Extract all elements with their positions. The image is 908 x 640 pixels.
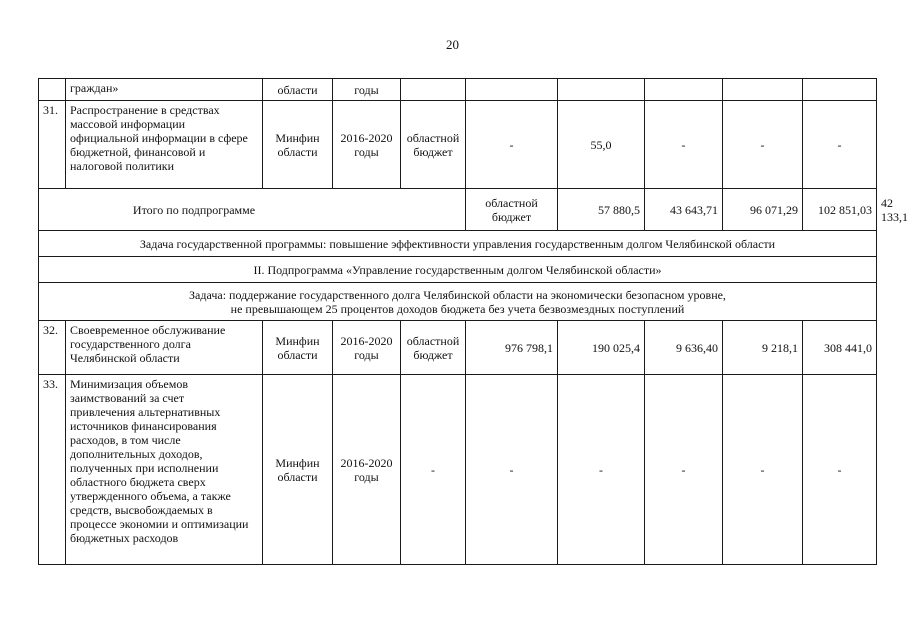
table-row — [39, 101, 877, 189]
program-table — [38, 78, 908, 565]
value-cell: - — [558, 375, 645, 565]
task-heading-row — [39, 283, 877, 321]
value-cell: - — [803, 375, 877, 565]
value-cell: - — [803, 101, 877, 189]
row-number-cell — [39, 79, 66, 101]
state-program-task: Задача государственной программы: повышение эффективности управления государственным долгом Челябинской области — [39, 231, 877, 257]
table-row — [39, 375, 877, 565]
executor-cell: области — [263, 79, 333, 101]
activity-cell: граждан» — [66, 79, 263, 101]
value-cell: 976 798,1 — [466, 321, 558, 375]
total-label: Итого по подпрограмме — [39, 189, 466, 231]
continuation-row — [39, 79, 877, 101]
subprogram-heading-row — [39, 257, 877, 283]
period-cell: годы — [333, 79, 401, 101]
value-cell — [558, 79, 645, 101]
task-heading-row — [39, 231, 877, 257]
subprogram-total-row: Итого по подпрограмме областной бюджет 57 880,5 43 643,71 96 071,29 102 851,03 42 133,1 — [39, 189, 877, 231]
value-cell: 55,0 — [558, 101, 645, 189]
period-cell: 2016-2020 годы — [333, 375, 401, 565]
value-cell — [803, 79, 877, 101]
page-number: 20 — [446, 37, 459, 52]
executor-cell: Минфин области — [263, 321, 333, 375]
value-cell: - — [645, 101, 723, 189]
row-number-cell: 33. — [39, 375, 66, 565]
row-number-cell: 31. — [39, 101, 66, 189]
source-cell: областной бюджет — [466, 189, 558, 231]
executor-cell: Минфин области — [263, 101, 333, 189]
value-cell: 9 636,40 — [645, 321, 723, 375]
activity-cell: Минимизация объемов заимствований за счет привлечения альтернативных источников финансирования расходов, в том числе дополнительных доходов, полученных при исполнении областного бюджета сверх утвержденного объема, а также средств, высвобождаемых в процессе экономии и оптимизации бюджетных расходов — [66, 375, 263, 565]
value-cell: 9 218,1 — [723, 321, 803, 375]
value-cell: - — [723, 101, 803, 189]
value-cell: 96 071,29 — [723, 189, 803, 231]
source-cell: областной бюджет — [401, 321, 466, 375]
table-row — [39, 321, 877, 375]
value-cell: - — [466, 101, 558, 189]
value-cell: - — [723, 375, 803, 565]
value-cell — [466, 79, 558, 101]
value-cell: 102 851,03 — [803, 189, 877, 231]
value-cell — [645, 79, 723, 101]
activity-cell: Распространение в средствах массовой информации официальной информации в сфере бюджетной, финансовой и налоговой политики — [66, 101, 263, 189]
period-cell: 2016-2020 годы — [333, 101, 401, 189]
source-cell: областной бюджет — [401, 101, 466, 189]
row-number-cell: 32. — [39, 321, 66, 375]
value-cell: 43 643,71 — [645, 189, 723, 231]
value-cell: 57 880,5 — [558, 189, 645, 231]
source-cell: - — [401, 375, 466, 565]
period-cell: 2016-2020 годы — [333, 321, 401, 375]
value-cell: - — [466, 375, 558, 565]
subprogram-task: Задача: поддержание государственного долга Челябинской области на экономически безопасном уровне, не превышающем 25 процентов доходов бюджета без учета безвозмездных поступлений — [39, 283, 877, 321]
activity-cell: Своевременное обслуживание государственного долга Челябинской области — [66, 321, 263, 375]
value-cell: 308 441,0 — [803, 321, 877, 375]
subprogram-title: II. Подпрограмма «Управление государственным долгом Челябинской области» — [39, 257, 877, 283]
value-cell: 190 025,4 — [558, 321, 645, 375]
source-cell — [401, 79, 466, 101]
value-cell: - — [645, 375, 723, 565]
value-cell — [723, 79, 803, 101]
executor-cell: Минфин области — [263, 375, 333, 565]
